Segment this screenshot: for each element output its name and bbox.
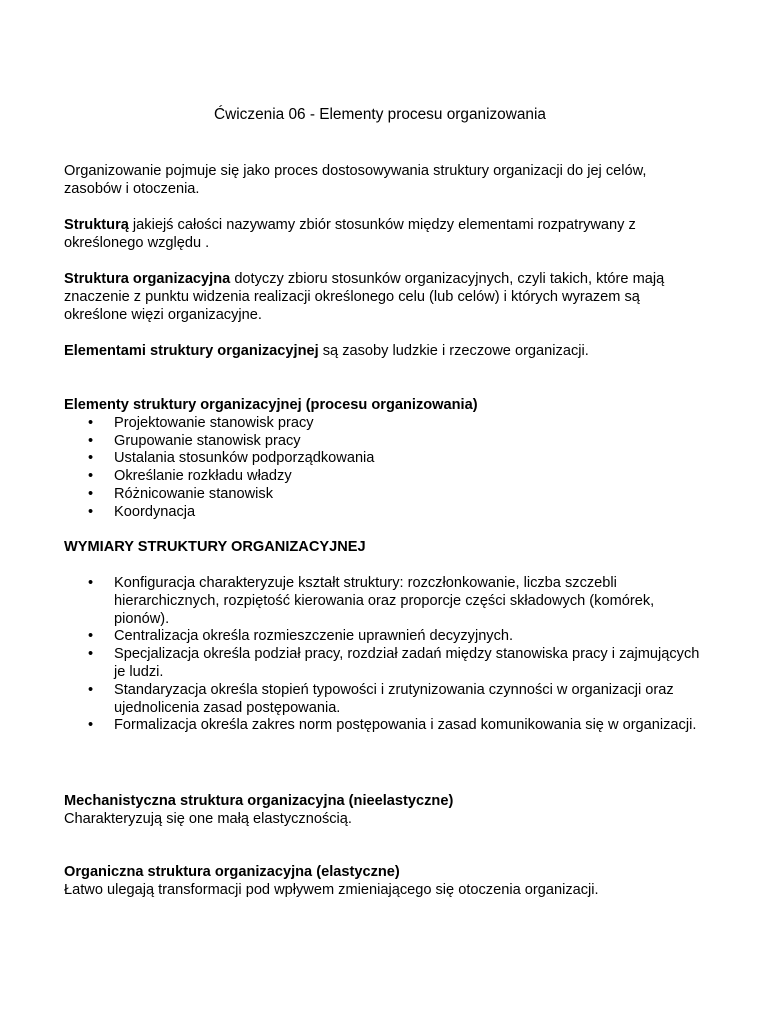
page-title: Ćwiczenia 06 - Elementy procesu organizowania [214, 106, 546, 123]
elements-heading: Elementy struktury organizacyjnej (procesu organizowania) [64, 397, 478, 413]
list-item: • Ustalania stosunków podporządkowania [88, 450, 375, 467]
intro-paragraph: Organizowanie pojmuje się jako proces dostosowywania struktury organizacji do jej celów, zasobów i otoczenia. [64, 163, 647, 197]
dimensions-heading: WYMIARY STRUKTURY ORGANIZACYJNEJ [64, 539, 366, 555]
list-item: • Grupowanie stanowisk pracy [88, 432, 301, 449]
mechanistic-heading: Mechanistyczna struktura organizacyjna (nieelastyczne) [64, 793, 454, 809]
structure-elements-paragraph [64, 343, 704, 361]
elements-list [64, 415, 704, 522]
bullet-icon: • [88, 432, 94, 449]
bullet-icon: • [88, 414, 94, 431]
organic-text: Łatwo ulegają transformacji pod wpływem zmieniającego się otoczenia organizacji. [64, 881, 599, 898]
dimensions-list [64, 575, 704, 735]
bullet-icon: • [88, 468, 94, 485]
list-item: • Specjalizacja określa podział pracy, rozdział zadań między stanowiska pracy i zajmujących je ludzi. [88, 646, 700, 680]
organizational-structure-paragraph [64, 271, 704, 324]
organic-section [64, 864, 704, 900]
mechanistic-text: Charakteryzują się one małą elastycznością. [64, 810, 352, 827]
mechanistic-section [64, 793, 704, 829]
bullet-icon: • [88, 575, 94, 591]
organic-heading: Organiczna struktura organizacyjna (elastyczne) [64, 864, 400, 880]
organizational-structure-text: dotyczy zbioru stosunków organizacyjnych, czyli takich, które mają znaczenie z punktu widzenia realizacji określonego celu (lub celów) i których wyrazem są określone więzi organizacyjne. [64, 271, 665, 323]
bullet-icon: • [88, 681, 94, 698]
bullet-icon: • [88, 485, 94, 502]
elements-section [64, 397, 704, 522]
bullet-icon: • [88, 646, 94, 663]
list-item: • Konfiguracja charakteryzuje kształt struktury: rozczłonkowanie, liczba szczebli hierarchicznych, rozpiętość kierowania oraz proporcje części składowych (komórek, pionów). [88, 575, 655, 627]
bullet-icon: • [88, 628, 94, 645]
list-item: • Centralizacja określa rozmieszczenie uprawnień decyzyjnych. [88, 628, 514, 645]
bullet-icon: • [88, 717, 94, 734]
list-item: • Określanie rozkładu władzy [88, 468, 292, 485]
list-item: • Koordynacja [88, 503, 196, 520]
list-item: • Różnicowanie stanowisk [88, 485, 273, 502]
structure-elements-text: są zasoby ludzkie i rzeczowe organizacji. [318, 343, 589, 359]
list-item: • Standaryzacja określa stopień typowości i zrutynizowania czynności w organizacji oraz ujednolicenia zasad postępowania. [88, 681, 674, 716]
structure-definition-text: jakiejś całości nazywamy zbiór stosunków między elementami rozpatrywany z określonego względu . [64, 217, 636, 251]
structure-elements-term: Elementami struktury organizacyjnej [64, 343, 319, 359]
bullet-icon: • [88, 450, 94, 467]
structure-definition-paragraph [64, 217, 704, 253]
structure-term: Strukturą [64, 217, 129, 233]
bullet-icon: • [88, 503, 94, 520]
organizational-structure-term: Struktura organizacyjna [64, 271, 231, 287]
list-item: • Projektowanie stanowisk pracy [88, 414, 314, 431]
list-item: • Formalizacja określa zakres norm postępowania i zasad komunikowania się w organizacji. [88, 717, 697, 734]
